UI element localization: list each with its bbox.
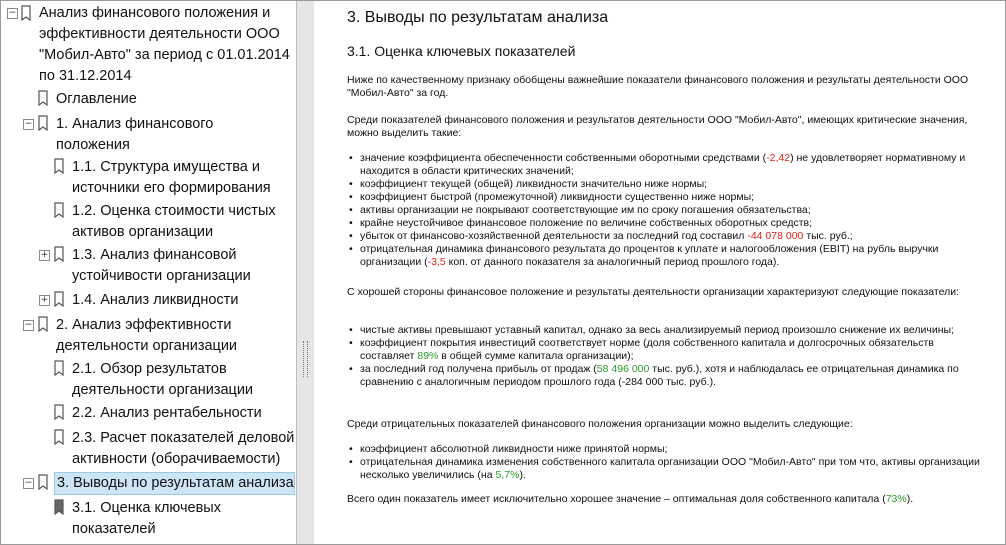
bookmark-icon: [54, 429, 64, 445]
bookmark-icon: [38, 90, 48, 106]
splitter-grip-icon[interactable]: [303, 341, 308, 377]
negative-list: [347, 443, 987, 482]
collapse-toggle-icon[interactable]: −: [24, 478, 33, 488]
bookmark-icon: [21, 5, 31, 21]
bookmark-icon: [54, 499, 64, 515]
bookmark-label: 3.1. Оценка ключевых: [72, 500, 221, 516]
bookmark-label: 1.2. Оценка стоимости чистых: [72, 203, 276, 219]
bookmark-label: Оглавление: [56, 91, 137, 107]
expand-toggle-icon[interactable]: +: [40, 250, 49, 260]
list-item: • отрицательная динамика финансового результата до процентов к уплате и налогообложения (EBIT) на рубль выручки организации (-3,5 коп. от данного показателя за аналогичный период прошлого года).: [347, 243, 987, 269]
collapse-toggle-icon[interactable]: −: [8, 8, 17, 18]
bookmark-label: 1.3. Анализ финансовой: [72, 247, 237, 263]
bookmark-label: Анализ финансового положения и: [39, 5, 271, 21]
bookmark-label: 2.1. Обзор результатов: [72, 361, 227, 377]
list-item: • коэффициент текущей (общей) ликвидности значительно ниже нормы;: [347, 178, 987, 191]
bookmark-icon: [38, 474, 48, 490]
list-item: • за последний год получена прибыль от продаж (58 496 000 тыс. руб.), хотя и наблюдалась ее отрицательная динамика по сравнению с аналогичным периодом прошлого года (-284 000 тыс. руб.).: [347, 363, 987, 389]
good-list: [347, 324, 987, 389]
bookmark-icon: [54, 202, 64, 218]
bookmark-label: активов организации: [72, 224, 214, 240]
bookmark-label: показателей: [72, 521, 156, 537]
intro-paragraph: Ниже по качественному признаку обобщены важнейшие показатели финансового положения и результаты деятельности ООО "Мобил-Авто" за год.: [347, 74, 969, 99]
bookmark-label: активности (оборачиваемости): [72, 451, 281, 467]
section-heading: 3. Выводы по результатам анализа: [347, 9, 609, 26]
bookmark-label: 1.4. Анализ ликвидности: [72, 292, 239, 308]
bookmark-icon: [54, 404, 64, 420]
expand-toggle-icon[interactable]: +: [40, 295, 49, 305]
bookmark-label: 1.1. Структура имущества и: [72, 159, 260, 175]
list-item: • активы организации не покрывают соответствующие им по сроку погашения обязательства;: [347, 204, 987, 217]
bookmark-label: эффективности деятельности ООО: [39, 26, 280, 42]
bookmark-label: 2.3. Расчет показателей деловой: [72, 430, 295, 446]
bookmark-label: положения: [56, 137, 130, 153]
list-item: • отрицательная динамика изменения собственного капитала организации ООО "Мобил-Авто" при том что, активы организации несколько увеличились (на 5,7%).: [347, 456, 987, 482]
bookmark-icon: [54, 246, 64, 262]
list-item: • коэффициент быстрой (промежуточной) ликвидности существенно ниже нормы;: [347, 191, 987, 204]
bookmark-label: деятельности организации: [72, 382, 254, 398]
bookmark-icon: [38, 115, 48, 131]
list-item: • убыток от финансово-хозяйственной деятельности за последний год составил -44 078 000 тыс. руб.;: [347, 230, 987, 243]
list-item: • коэффициент покрытия инвестиций соответствует норме (доля собственного капитала и долгосрочных обязательств составляет 89% в общей сумме капитала организации);: [347, 337, 987, 363]
critical-intro-paragraph: Среди показателей финансового положения и результатов деятельности ООО "Мобил-Авто", имеющих критические значения, можно выделить такие:: [347, 114, 968, 139]
panel-splitter[interactable]: [296, 1, 314, 545]
bookmark-icon: [54, 158, 64, 174]
list-item: • крайне неустойчивое финансовое положение по величине собственных оборотных средств;: [347, 217, 987, 230]
critical-list: [347, 152, 987, 269]
list-item: • коэффициент абсолютной ликвидности ниже принятой нормы;: [347, 443, 987, 456]
bookmark-label: 1. Анализ финансового: [56, 116, 214, 132]
bookmark-icon: [54, 360, 64, 376]
final-paragraph: Всего один показатель имеет исключительно хорошее значение – оптимальная доля собственного капитала (73%).: [347, 493, 914, 505]
list-item: • чистые активы превышают уставный капитал, однако за весь анализируемый период произошло снижение их величины;: [347, 324, 987, 337]
good-intro-paragraph: С хорошей стороны финансовое положение и результаты деятельности организации характеризуют следующие показатели:: [347, 286, 959, 298]
bookmark-label: 2. Анализ эффективности: [56, 317, 232, 333]
bookmark-label: устойчивости организации: [72, 268, 251, 284]
bookmark-label: источники его формирования: [72, 180, 271, 196]
bookmark-icon: [38, 316, 48, 332]
bookmark-label: 3. Выводы по результатам анализа: [54, 472, 295, 495]
subsection-heading: 3.1. Оценка ключевых показателей: [347, 43, 576, 59]
bookmark-label: 2.2. Анализ рентабельности: [72, 405, 262, 421]
bookmark-label: по 31.12.2014: [39, 68, 132, 84]
collapse-toggle-icon[interactable]: −: [24, 320, 33, 330]
bookmark-icon: [54, 291, 64, 307]
bookmarks-panel: [1, 1, 296, 545]
negative-intro-paragraph: Среди отрицательных показателей финансового положения организации можно выделить следующие:: [347, 418, 853, 430]
collapse-toggle-icon[interactable]: −: [24, 119, 33, 129]
bookmark-label: деятельности организации: [56, 338, 238, 354]
list-item: • значение коэффициента обеспеченности собственными оборотными средствами (-2,42) не удовлетворяет нормативному и находится в области критических значений;: [347, 152, 987, 178]
bookmark-label: "Мобил-Авто" за период с 01.01.2014: [39, 47, 290, 63]
document-page: [314, 1, 1006, 545]
